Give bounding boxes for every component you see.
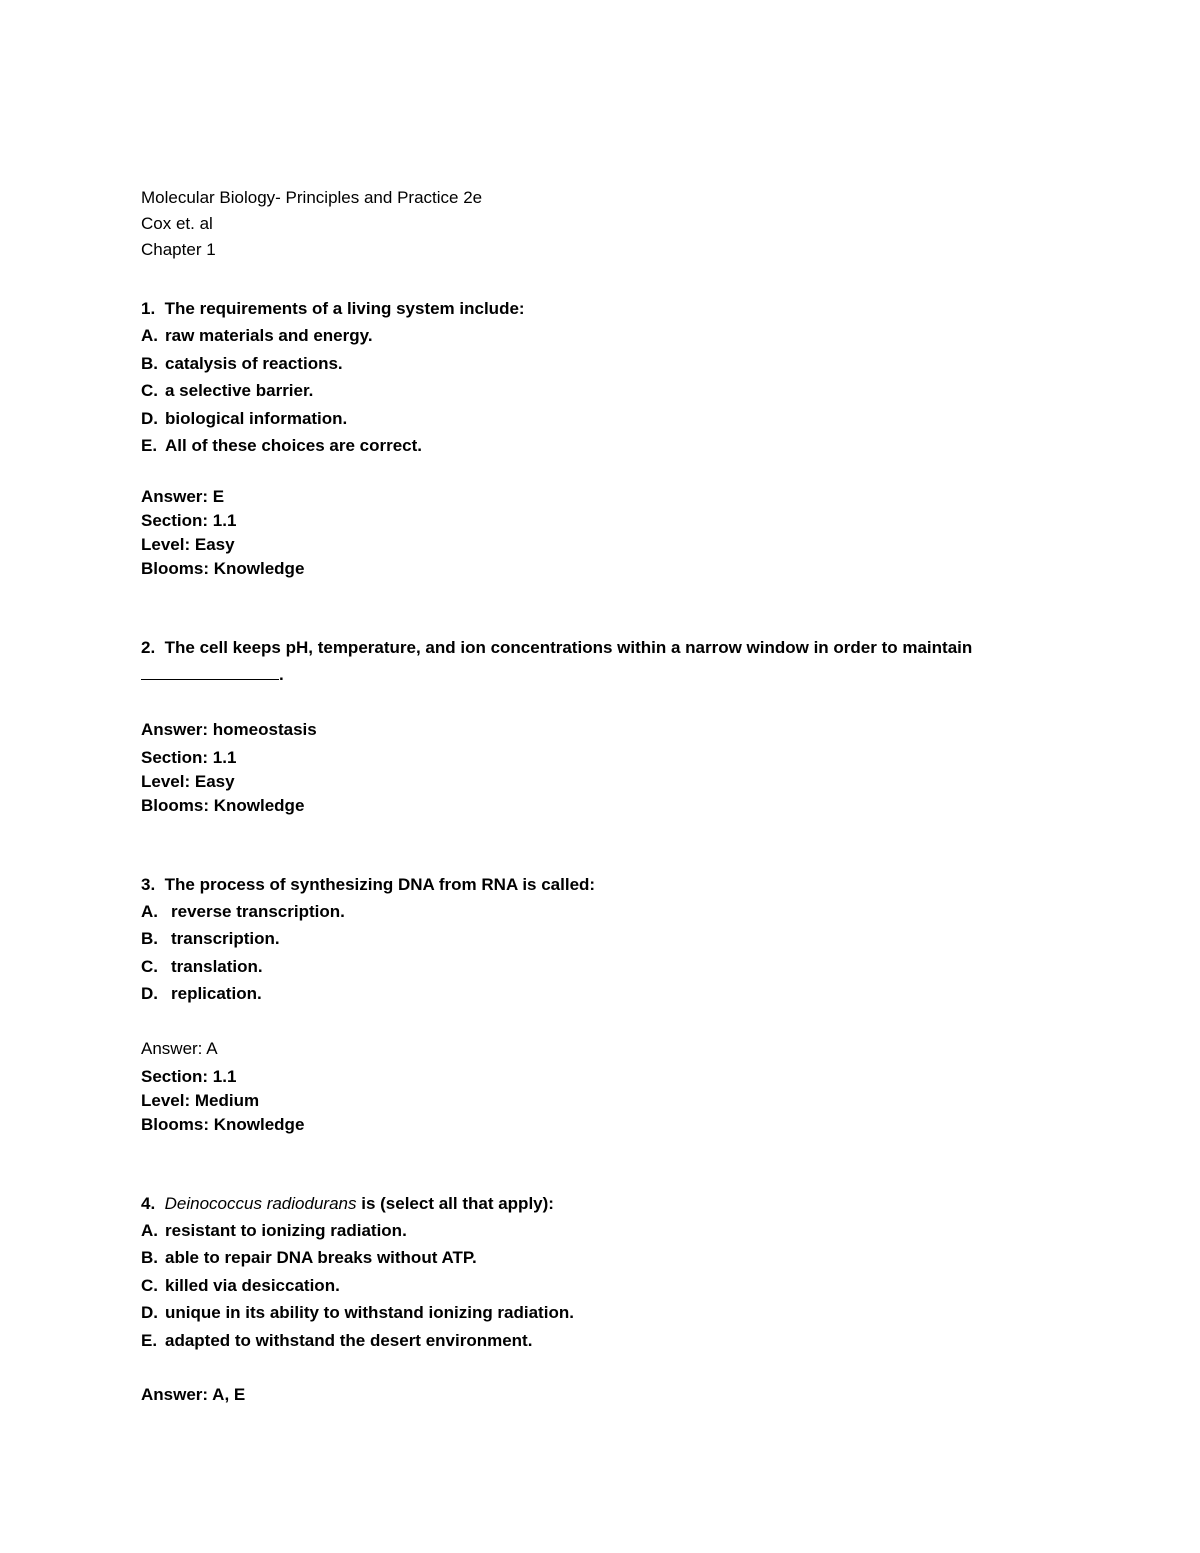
option-e: E. adapted to withstand the desert environment. (141, 1331, 533, 1350)
level-label: Level: Medium (141, 1091, 260, 1110)
blank-line (141, 665, 279, 680)
question-text: The process of synthesizing DNA from RNA is called: (164, 875, 596, 894)
answer-label: Answer: A, E (141, 1385, 246, 1404)
answer-label: Answer: homeostasis (141, 720, 317, 739)
question-number: 3. (141, 875, 156, 894)
option-c: C. killed via desiccation. (141, 1276, 340, 1295)
level-label: Level: Easy (141, 535, 235, 554)
answer-blank: . (141, 664, 284, 686)
question-2 (141, 637, 972, 659)
question-number: 2. (141, 638, 156, 657)
blooms-label: Blooms: Knowledge (141, 559, 305, 578)
section-label: Section: 1.1 (141, 511, 237, 530)
document-authors: Cox et. al (141, 214, 213, 233)
question-text: The requirements of a living system include: (164, 299, 525, 318)
question-number: 1. (141, 299, 156, 318)
option-e: E. All of these choices are correct. (141, 436, 422, 455)
section-label: Section: 1.1 (141, 748, 237, 767)
option-a: A. reverse transcription. (141, 902, 345, 921)
option-a: A. resistant to ionizing radiation. (141, 1221, 407, 1240)
blooms-label: Blooms: Knowledge (141, 1115, 305, 1134)
chapter-label: Chapter 1 (141, 240, 216, 259)
question-number: 4. (141, 1194, 156, 1213)
option-c: C. translation. (141, 957, 263, 976)
question-text: is (select all that apply): (361, 1194, 554, 1213)
option-d: D. replication. (141, 984, 262, 1003)
option-c: C. a selective barrier. (141, 381, 314, 400)
level-label: Level: Easy (141, 772, 235, 791)
document-title: Molecular Biology- Principles and Practice 2e (141, 188, 483, 207)
option-a: A. raw materials and energy. (141, 326, 373, 345)
question-3 (141, 874, 595, 896)
option-d: D. biological information. (141, 409, 348, 428)
blooms-label: Blooms: Knowledge (141, 796, 305, 815)
question-4 (141, 1193, 554, 1215)
answer-label: Answer: A (141, 1039, 218, 1058)
question-text: The cell keeps pH, temperature, and ion concentrations within a narrow window in order to maintain (164, 638, 973, 657)
answer-label: Answer: E (141, 487, 225, 506)
option-b: B. catalysis of reactions. (141, 354, 343, 373)
option-b: B. transcription. (141, 929, 280, 948)
option-b: B. able to repair DNA breaks without ATP. (141, 1248, 477, 1267)
option-d: D. unique in its ability to withstand ionizing radiation. (141, 1303, 574, 1322)
question-1 (141, 298, 525, 320)
species-name: Deinococcus radiodurans (164, 1194, 357, 1213)
section-label: Section: 1.1 (141, 1067, 237, 1086)
